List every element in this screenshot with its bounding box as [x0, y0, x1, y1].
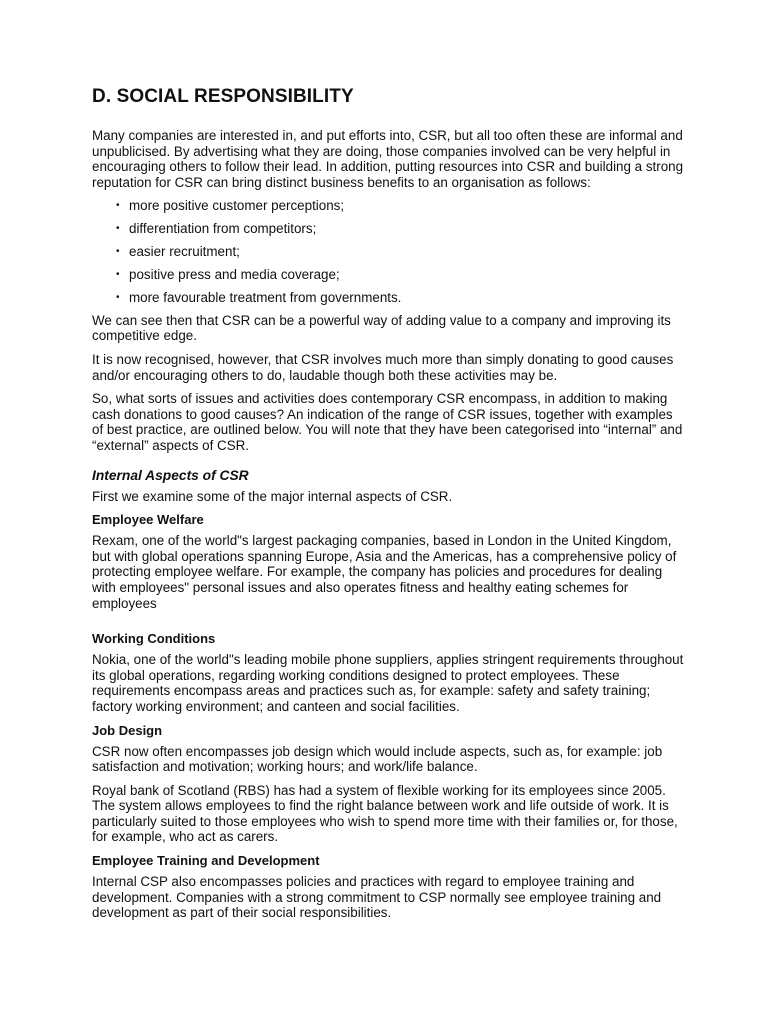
training-text: Internal CSP also encompasses policies and practices with regard to employee training and development. Companies with a strong commitment to CSP normally see employee training and development as part of their social responsibilities. [92, 874, 662, 921]
issues-paragraph: So, what sorts of issues and activities does contemporary CSR encompass, in addition to making cash donations to good causes? An indication of the range of CSR issues, together with examples of best practice, are outlined below. You will note that they have been categorised into “internal” and “external” aspects of CSR. [92, 391, 683, 453]
list-item [116, 244, 684, 260]
employee-welfare-heading: Employee Welfare [92, 512, 204, 528]
internal-aspects-heading: Internal Aspects of CSR [92, 467, 249, 483]
employee-welfare-text: Rexam, one of the world"s largest packaging companies, based in London in the United Kingdom, but with global operations spanning Europe, Asia and the Americas, has a comprehensive policy of protecting employee welfare. For example, the company has policies and procedures for dealing with employees" personal issues and also operates fitness and healthy eating schemes for employees [92, 533, 677, 611]
list-item-text: more positive customer perceptions; [129, 198, 345, 214]
list-item-text: positive press and media coverage; [129, 267, 340, 283]
bullet-icon: • [116, 200, 120, 212]
working-conditions-heading: Working Conditions [92, 631, 216, 647]
internal-aspects-intro: First we examine some of the major internal aspects of CSR. [92, 488, 453, 504]
training-heading: Employee Training and Development [92, 853, 320, 869]
bullet-icon: • [116, 291, 120, 303]
working-conditions-text: Nokia, one of the world"s leading mobile phone suppliers, applies stringent requirements throughout its global operations, regarding working conditions designed to protect employees. These requirements encompass areas and practices such as, for example: safety and safety training; factory working environment; and canteen and social facilities. [92, 652, 684, 714]
list-item-text: easier recruitment; [129, 244, 240, 260]
recognised-paragraph: It is now recognised, however, that CSR involves much more than simply donating to good causes and/or encouraging others to do, laudable though both these activities may be. [92, 352, 674, 383]
bullet-icon: • [116, 223, 120, 235]
bullet-icon: • [116, 246, 120, 258]
rbs-paragraph: Royal bank of Scotland (RBS) has had a system of flexible working for its employees since 2005. The system allows employees to find the right balance between work and life outside of work. It is particularly suited to those employees who wish to spend more time with their families or, for those, for example, who act as carers. [92, 782, 678, 845]
job-design-text: CSR now often encompasses job design which would include aspects, such as, for example: job satisfaction and motivation; working hours; and work/life balance. [92, 743, 663, 775]
page-title: D. SOCIAL RESPONSIBILITY [92, 86, 354, 107]
list-item [116, 267, 684, 283]
list-item-text: differentiation from competitors; [129, 221, 317, 237]
document-page [92, 86, 684, 929]
bullet-icon: • [116, 269, 120, 281]
list-item [116, 198, 684, 214]
benefits-list [92, 198, 684, 305]
list-item [116, 290, 684, 306]
list-item-text: more favourable treatment from governments. [129, 289, 402, 305]
intro-paragraph: Many companies are interested in, and put efforts into, CSR, but all too often these are informal and unpublicised. By advertising what they are doing, those companies involved can be very helpful in encouraging others to follow their lead. In addition, putting resources into CSR and building a strong reputation for CSR can bring distinct business benefits to an organisation as follows: [92, 128, 684, 190]
value-paragraph: We can see then that CSR can be a powerful way of adding value to a company and improving its competitive edge. [92, 312, 671, 344]
job-design-heading: Job Design [92, 722, 163, 738]
list-item [116, 221, 684, 237]
